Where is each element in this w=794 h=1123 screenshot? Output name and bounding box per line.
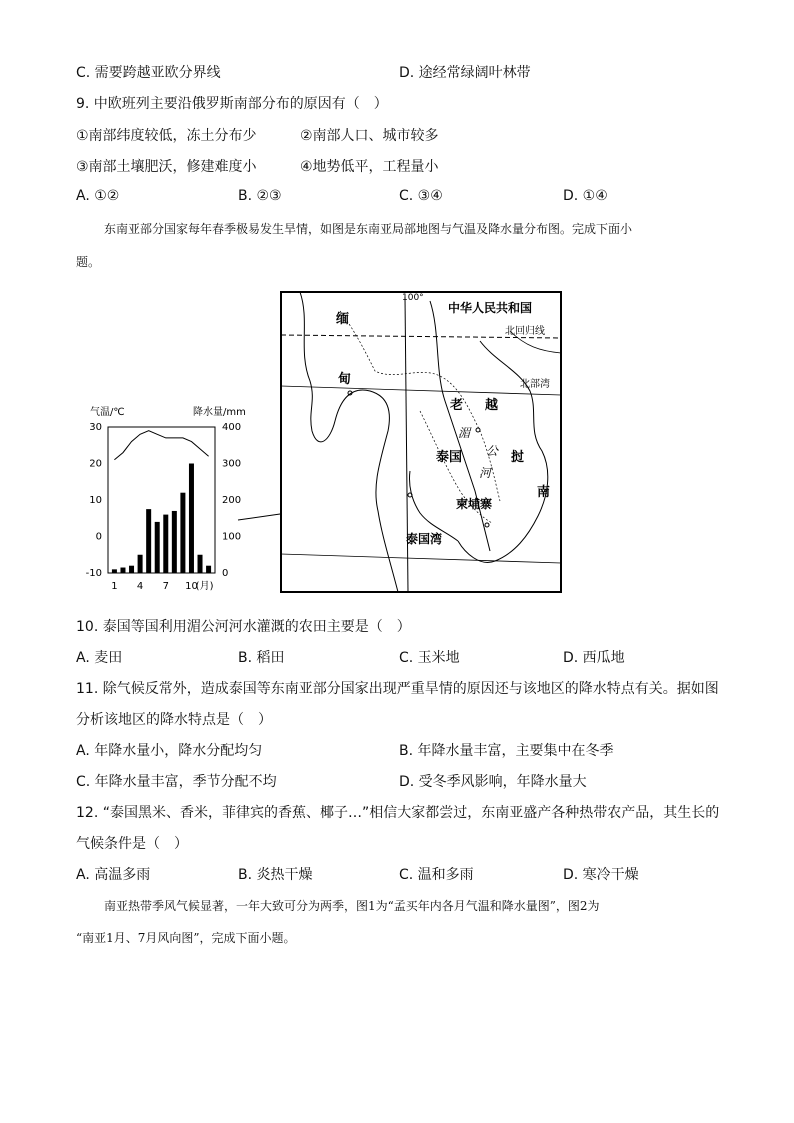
laos-label-1: 老 [450, 398, 464, 413]
myanmar-label-1: 缅 [336, 312, 350, 327]
precip-tick-label: 0 [222, 568, 229, 579]
q9-item-3: ③南部土壤肥沃，修建难度小 [76, 159, 257, 175]
q8-option-d: D. 途经常绿阔叶林带 [399, 65, 531, 81]
temp-tick-label: 0 [95, 531, 102, 543]
q12-option-d: D. 寒冷干燥 [563, 867, 639, 883]
precip-tick-label: 200 [222, 495, 242, 506]
mekong-label-2: 公 [486, 444, 499, 458]
precipitation-bar [180, 493, 185, 573]
precipitation-bar [172, 511, 177, 573]
q9-option-a: A. ①② [76, 188, 120, 204]
q10-option-c: C. 玉米地 [399, 650, 460, 666]
temp-tick-label: 30 [89, 422, 102, 433]
q10-option-a: A. 麦田 [76, 650, 123, 666]
precip-axis-title: 降水量/mm [193, 407, 246, 418]
temp-axis-title: 气温/℃ [90, 407, 125, 418]
month-tick-label: 4 [136, 581, 144, 592]
gulf-thailand-label: 泰国湾 [406, 532, 443, 546]
precipitation-bar [189, 464, 194, 574]
q11-option-b: B. 年降水量丰富，主要集中在冬季 [399, 743, 614, 759]
thailand-label: 泰国 [436, 450, 463, 465]
precip-tick-label: 100 [222, 531, 242, 543]
q10-stem: 10. 泰国等国利用湄公河河水灌溉的农田主要是（ ） [76, 619, 411, 635]
q12-option-a: A. 高温多雨 [76, 867, 151, 883]
precipitation-bar [206, 566, 211, 573]
month-tick-label: 10 [185, 581, 198, 592]
month-tick-label: 1 [111, 581, 118, 592]
q9-option-c: C. ③④ [399, 188, 443, 204]
intro1-line1: 东南亚部分国家每年春季极易发生旱情，如图是东南亚局部地图与气温及降水量分布图。完成下面小 [104, 222, 633, 236]
vietnam-label-1: 越 [485, 398, 499, 413]
month-tick-label: 7 [162, 581, 169, 592]
precipitation-bar [146, 509, 151, 573]
intro1-line2: 题。 [76, 255, 101, 269]
myanmar-label-2: 甸 [338, 372, 352, 387]
precipitation-bar [155, 522, 160, 573]
precipitation-bar [138, 555, 143, 573]
q12-option-c: C. 温和多雨 [399, 867, 474, 883]
southeast-asia-map [280, 291, 562, 593]
temperature-curve [114, 431, 208, 460]
precipitation-bar [112, 569, 117, 573]
month-tick-label: (月) [195, 581, 214, 592]
precipitation-bar [198, 555, 203, 573]
intro2-line1: 南亚热带季风气候显著，一年大致可分为两季，图1为“孟买年内各月气温和降水量图”，图2为 [104, 899, 600, 913]
temp-tick-label: 10 [89, 495, 102, 506]
climate-chart [80, 400, 250, 595]
mekong-label-1: 湄 [458, 426, 471, 440]
precip-tick-label: 400 [222, 422, 242, 433]
vietnam-label-2: 南 [537, 485, 551, 500]
q11-stem-line1: 11. 除气候反常外，造成泰国等东南亚部分国家出现严重旱情的原因还与该地区的降水特点有关。据如图 [76, 681, 719, 697]
temp-tick-label: 20 [89, 458, 102, 470]
laos-label-2: 挝 [511, 450, 525, 465]
temp-tick-label: -10 [85, 568, 102, 579]
q11-option-d: D. 受冬季风影响，年降水量大 [399, 774, 587, 790]
q11-option-a: A. 年降水量小，降水分配均匀 [76, 743, 263, 759]
china-label: 中华人民共和国 [448, 301, 533, 315]
q11-option-c: C. 年降水量丰富，季节分配不均 [76, 774, 277, 790]
q9-option-d: D. ①④ [563, 188, 608, 204]
q9-option-b: B. ②③ [238, 188, 282, 204]
q10-option-d: D. 西瓜地 [563, 650, 625, 666]
precip-tick-label: 300 [222, 458, 242, 470]
precipitation-bar [129, 566, 134, 573]
q9-item-2: ②南部人口、城市较多 [300, 128, 439, 144]
q9-item-1: ①南部纬度较低，冻土分布少 [76, 128, 257, 144]
intro2-line2: “南亚1月、7月风向图”，完成下面小题。 [76, 931, 296, 945]
precipitation-bar [163, 515, 168, 573]
q12-option-b: B. 炎热干燥 [238, 867, 313, 883]
meridian-label: 100° [402, 293, 424, 303]
q8-option-c: C. 需要跨越亚欧分界线 [76, 65, 221, 81]
tropic-label: 北回归线 [505, 326, 545, 337]
q10-option-b: B. 稻田 [238, 650, 285, 666]
mekong-label-3: 河 [479, 466, 492, 480]
precipitation-bar [120, 568, 125, 573]
q12-stem-line2: 气候条件是（ ） [76, 836, 188, 852]
q9-item-4: ④地势低平，工程量小 [300, 159, 439, 175]
cambodia-label: 柬埔寨 [456, 497, 493, 511]
q12-stem-line1: 12. “泰国黑米、香米，菲律宾的香蕉、椰子…”相信大家都尝过，东南亚盛产各种热带农产品，其生长的 [76, 805, 720, 821]
gulf-tonkin-label: 北部湾 [520, 379, 550, 390]
q9-stem: 9. 中欧班列主要沿俄罗斯南部分布的原因有（ ） [76, 96, 388, 112]
q11-stem-line2: 分析该地区的降水特点是（ ） [76, 712, 272, 728]
plot-frame [108, 427, 215, 573]
